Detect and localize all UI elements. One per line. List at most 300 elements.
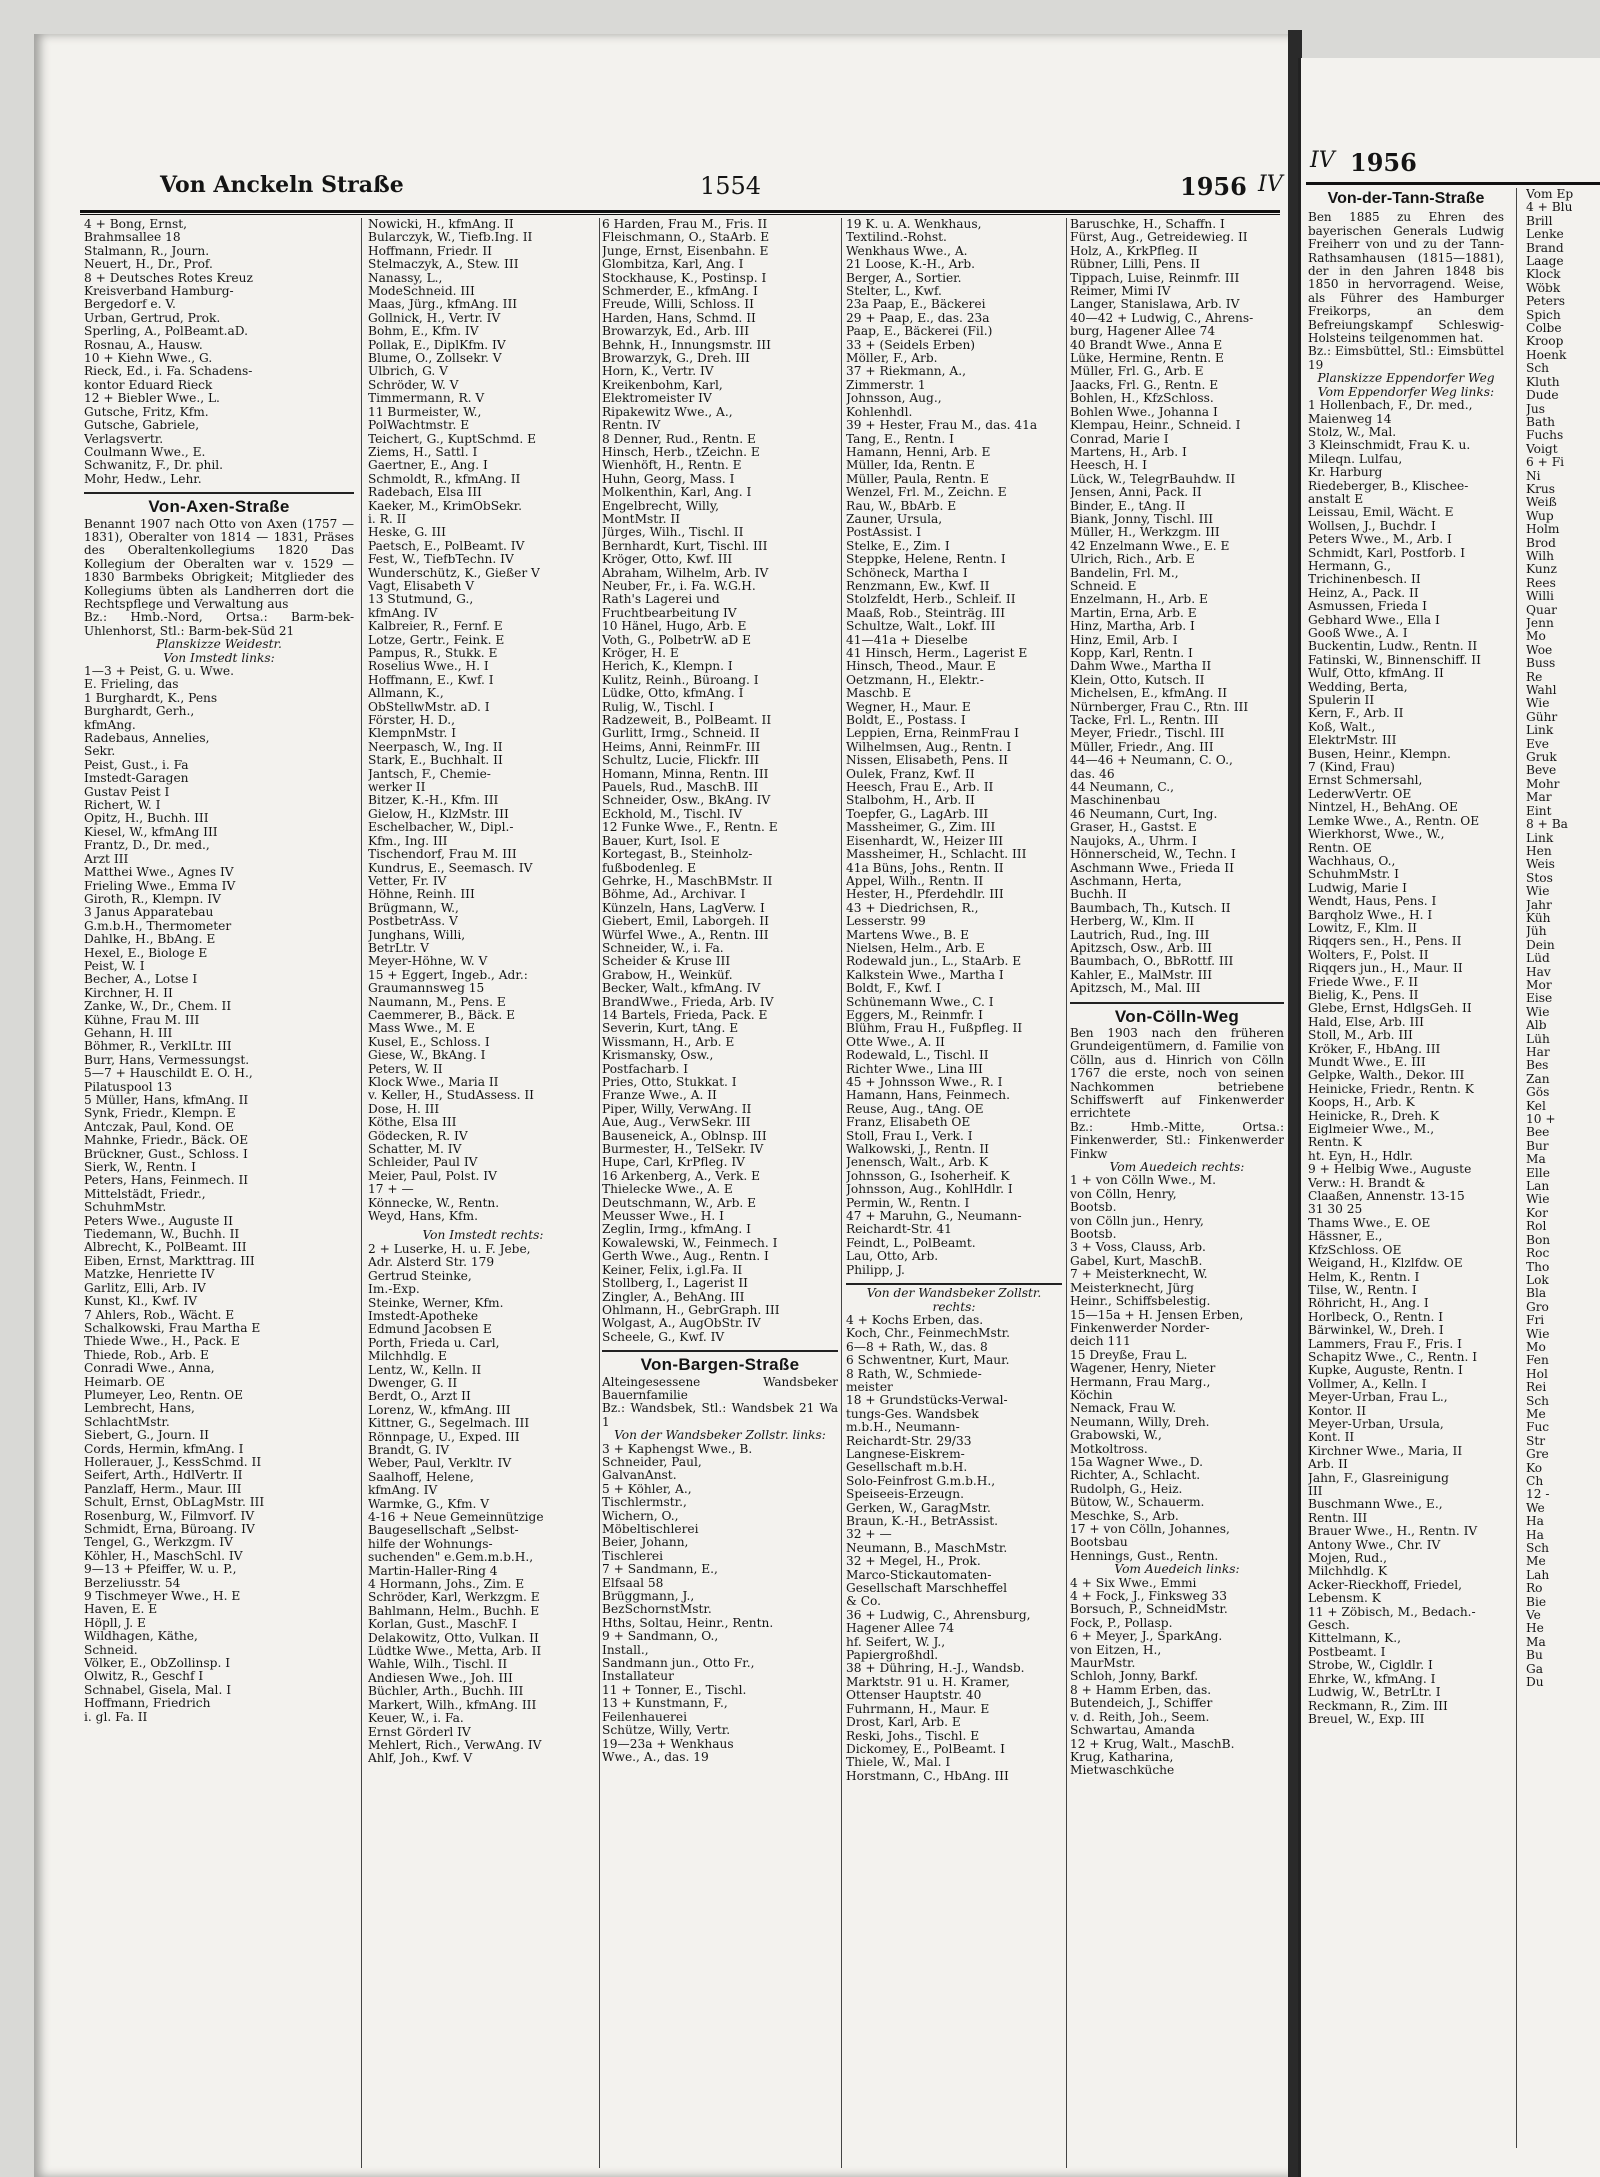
- directory-entry: Browarzyk, Ed., Arb. III: [602, 324, 750, 339]
- directory-entry: Küh: [1526, 910, 1551, 925]
- directory-entry: Bohlen Wwe., Johanna I: [1070, 404, 1218, 419]
- directory-entry: Schöneck, Martha I: [846, 565, 968, 580]
- directory-entry: Gre: [1526, 1447, 1549, 1462]
- entry-list: [602, 218, 838, 1344]
- directory-entry: 7 + Meisterknecht, W.: [1070, 1267, 1208, 1282]
- section-rule: [1070, 1002, 1284, 1004]
- directory-entry: Opitz, H., Buchh. III: [84, 811, 209, 826]
- direction-label: Von der Wandsbeker Zollstr. links:: [614, 1428, 826, 1443]
- header-roman: IV: [1258, 172, 1283, 197]
- directory-entry: 7 Ahlers, Rob., Wächt. E: [84, 1307, 235, 1322]
- directory-entry: Weiß: [1526, 495, 1557, 510]
- directory-entry: Ha: [1526, 1527, 1544, 1542]
- directory-entry: Wendt, Haus, Pens. I: [1308, 894, 1437, 909]
- directory-entry: Franz, Elisabeth OE: [846, 1115, 971, 1130]
- directory-entry: GalvanAnst.: [602, 1468, 677, 1483]
- directory-entry: Mittelstädt, Friedr.,: [84, 1186, 206, 1201]
- directory-entry: Ripakewitz Wwe., A.,: [602, 404, 733, 419]
- directory-entry: Rosenburg, W., Filmvorf. IV: [84, 1508, 255, 1523]
- directory-entry: Kfm., Ing. III: [368, 833, 448, 848]
- directory-entry: Butendeich, J., Schiffer: [1070, 1696, 1213, 1711]
- directory-entry: Str: [1526, 1433, 1546, 1448]
- directory-entry: Antony Wwe., Chr. IV: [1308, 1537, 1441, 1552]
- directory-entry: PostAssist. I: [846, 525, 922, 540]
- directory-entry: Hennings, Gust., Rentn.: [1070, 1548, 1219, 1563]
- right-header-rule: [1306, 182, 1600, 185]
- directory-entry: Gelpke, Walth., Dekor. III: [1308, 1068, 1465, 1083]
- directory-entry: 15—15a + H. Jensen Erben,: [1070, 1307, 1244, 1322]
- directory-entry: Lowitz, F., Klm. II: [1308, 920, 1417, 935]
- directory-entry: Peters, W. II: [368, 1061, 443, 1076]
- directory-entry: Bohm, E., Kfm. IV: [368, 324, 479, 339]
- directory-entry: Gesellschaft Marschheffel: [846, 1581, 1008, 1596]
- directory-entry: kontor Eduard Rieck: [84, 377, 213, 392]
- directory-entry: Gödecken, R. IV: [368, 1128, 468, 1143]
- directory-entry: Schneid.: [84, 1642, 138, 1657]
- directory-entry: Spich: [1526, 307, 1561, 322]
- directory-entry: Tiedemann, W., Buchh. II: [84, 1227, 240, 1242]
- direction-label: Vom Auedeich links:: [1114, 1562, 1240, 1577]
- directory-entry: Reckmann, R., Zim. III: [1308, 1698, 1448, 1713]
- directory-entry: Lok: [1526, 1272, 1549, 1287]
- right-page-content: [1298, 0, 1600, 2177]
- directory-entry: Nielsen, Helm., Arb. E: [846, 940, 985, 955]
- directory-entry: Steppke, Helene, Rentn. I: [846, 552, 1006, 567]
- directory-entry: 15a Wagner Wwe., D.: [1070, 1454, 1203, 1469]
- directory-entry: Wunderschütz, K., Gießer V: [368, 565, 540, 580]
- directory-entry: Roselius Wwe., H. I: [368, 659, 489, 674]
- directory-entry: Strobe, W., Cigldlr. I: [1308, 1658, 1433, 1673]
- directory-entry: Roc: [1526, 1246, 1550, 1261]
- directory-entry: Jenensch, Walt., Arb. K: [846, 1155, 989, 1170]
- directory-entry: 18 + Grundstücks-Verwal-: [846, 1393, 1008, 1408]
- directory-entry: Grabowski, W.,: [1070, 1428, 1162, 1443]
- directory-entry: Müller, Friedr., Ang. III: [1070, 739, 1214, 754]
- directory-entry: Möbeltischlerei: [602, 1522, 699, 1536]
- entry-list: [368, 1243, 598, 1766]
- directory-entry: Lüh: [1526, 1031, 1550, 1046]
- directory-entry: Ma: [1526, 1152, 1546, 1167]
- directory-entry: Eckhold, M., Tischl. IV: [602, 806, 743, 821]
- directory-entry: Höhne, Reinh. III: [368, 887, 475, 902]
- directory-entry: Radebach, Elsa III: [368, 485, 482, 500]
- column-5: [1070, 218, 1284, 1778]
- directory-entry: Hoenk: [1526, 347, 1567, 362]
- directory-entry: Busen, Heinr., Klempn.: [1308, 746, 1451, 761]
- directory-entry: Asmussen, Frieda I: [1308, 599, 1427, 614]
- directory-entry: Edmund Jacobsen E: [368, 1322, 492, 1337]
- directory-entry: Lentz, W., Kelln. II: [368, 1362, 482, 1377]
- directory-entry: Me: [1526, 1406, 1546, 1421]
- directory-entry: Krismansky, Osw.,: [602, 1048, 714, 1063]
- directory-entry: Stelke, E., Zim. I: [846, 538, 950, 553]
- directory-entry: 17 + —: [368, 1182, 414, 1197]
- directory-entry: Lemke Wwe., A., Rentn. OE: [1308, 813, 1480, 828]
- directory-entry: Leissau, Emil, Wächt. E: [1308, 505, 1454, 520]
- directory-entry: Schmoldt, R., kfmAng. II: [368, 471, 521, 486]
- directory-entry: Bes: [1526, 1058, 1549, 1073]
- directory-entry: Burghardt, Gerh.,: [84, 704, 195, 719]
- directory-entry: Giebert, Emil, Laborgeh. II: [602, 914, 769, 929]
- directory-entry: Rol: [1526, 1219, 1547, 1234]
- directory-entry: Heinr., Schiffsbelestig.: [1070, 1294, 1211, 1309]
- directory-entry: Bootsbau: [1070, 1535, 1128, 1550]
- directory-entry: 1—3 + Peist, G. u. Wwe.: [84, 664, 235, 678]
- directory-entry: Engelbrecht, Willy,: [602, 498, 719, 513]
- directory-entry: Lesserstr. 99: [846, 914, 926, 929]
- directory-entry: Nintzel, H., BehAng. OE: [1308, 800, 1458, 815]
- directory-entry: Hen: [1526, 843, 1552, 858]
- directory-entry: Schultz, Lucie, Flickfr. III: [602, 753, 760, 768]
- directory-entry: Mohr, Hedw., Lehr.: [84, 471, 202, 486]
- directory-entry: Link: [1526, 830, 1554, 845]
- directory-entry: 40—42 + Ludwig, C., Ahrens-: [1070, 310, 1254, 325]
- directory-entry: Schneider, Paul,: [602, 1454, 702, 1469]
- directory-entry: Fleischmann, O., StaArb. E: [602, 230, 770, 245]
- directory-entry: Glebe, Ernst, HdlgsGeh. II: [1308, 1001, 1472, 1016]
- directory-entry: 8 + Hamm Erben, das.: [1070, 1682, 1212, 1697]
- directory-entry: Martens, H., Arb. I: [1070, 444, 1187, 459]
- directory-entry: Gehrke, H., MaschBMstr. II: [602, 873, 773, 888]
- directory-entry: Maschb. E: [846, 686, 912, 701]
- directory-entry: Heinz, A., Pack. II: [1308, 585, 1419, 600]
- directory-entry: Holm: [1526, 522, 1560, 537]
- directory-entry: Müller, Ida, Rentn. E: [846, 458, 975, 473]
- directory-entry: Lorenz, W., kfmAng. III: [368, 1402, 511, 1417]
- directory-entry: Stalbohm, H., Arb. II: [846, 793, 975, 808]
- directory-entry: 14 Bartels, Frieda, Pack. E: [602, 1007, 768, 1022]
- directory-entry: tungs-Ges. Wandsbek: [846, 1406, 979, 1421]
- directory-entry: Eiben, Ernst, Markttrag. III: [84, 1253, 255, 1268]
- directory-entry: Kahler, E., MalMstr. III: [1070, 967, 1213, 982]
- directory-entry: Brückner, Gust., Schloss. I: [84, 1146, 248, 1161]
- column-divider: [1066, 218, 1067, 2168]
- entry-list: [1526, 188, 1600, 1690]
- directory-entry: Künzeln, Hans, LagVerw. I: [602, 900, 765, 915]
- directory-entry: BezSchornstMstr.: [602, 1602, 712, 1617]
- directory-entry: Thielecke Wwe., A. E: [602, 1182, 733, 1197]
- directory-entry: Claaßen, Annenstr. 13-15: [1308, 1189, 1465, 1204]
- directory-entry: Browarzyk, G., Dreh. III: [602, 351, 750, 366]
- directory-entry: Naumann, M., Pens. E: [368, 994, 506, 1009]
- directory-entry: Lan: [1526, 1179, 1550, 1194]
- directory-entry: Kiesel, W., kfmAng III: [84, 824, 218, 839]
- directory-entry: Nowicki, H., kfmAng. II: [368, 218, 514, 231]
- directory-entry: Koops, H., Arb. K: [1308, 1095, 1415, 1110]
- directory-entry: Behnk, H., Innungsmstr. III: [602, 337, 771, 352]
- directory-entry: Kröger, H. E: [602, 646, 679, 660]
- directory-entry: Langnese-Eiskrem-: [846, 1446, 965, 1461]
- directory-entry: Lah: [1526, 1567, 1550, 1582]
- header-rule: [80, 210, 1280, 213]
- directory-entry: Wulf, Otto, kfmAng. II: [1308, 666, 1444, 681]
- directory-entry: Fen: [1526, 1353, 1549, 1368]
- directory-entry: Wagener, Henry, Nieter: [1070, 1361, 1216, 1376]
- directory-entry: Ernst Görderl IV: [368, 1724, 471, 1739]
- directory-entry: Gurlitt, Irmg., Schneid. II: [602, 726, 760, 741]
- directory-entry: Apitzsch, M., Mal. III: [1070, 981, 1201, 996]
- directory-entry: 15 + Eggert, Ingeb., Adr.:: [368, 967, 528, 982]
- directory-entry: Wie: [1526, 1004, 1550, 1019]
- directory-entry: Burr, Hans, Vermessungst.: [84, 1052, 250, 1067]
- header-rule-thin: [80, 214, 1280, 215]
- directory-entry: Adr. Alsterd Str. 179: [368, 1255, 495, 1270]
- column-divider: [599, 218, 600, 2168]
- entry-list: [1308, 192, 1504, 1726]
- directory-entry: Motkoltross.: [1070, 1441, 1148, 1456]
- directory-entry: Langer, Stanislawa, Arb. IV: [1070, 297, 1240, 312]
- directory-entry: 36 + Ludwig, C., Ahrensburg,: [846, 1607, 1031, 1622]
- directory-entry: Gühr: [1526, 709, 1558, 724]
- directory-entry: Paetsch, E., PolBeamt. IV: [368, 538, 525, 553]
- directory-entry: 16 Arkenberg, A., Verk. E: [602, 1168, 761, 1183]
- directory-entry: 6 Harden, Frau M., Fris. II: [602, 218, 768, 231]
- directory-entry: Meyer, Friedr., Tischl. III: [1070, 726, 1225, 741]
- directory-entry: Fuhrmann, H., Maur. E: [846, 1701, 990, 1716]
- directory-entry: Willi: [1526, 589, 1554, 604]
- directory-entry: Gabel, Kurt, MaschB.: [1070, 1253, 1203, 1268]
- directory-entry: Thams Wwe., E. OE: [1308, 1215, 1431, 1230]
- directory-entry: Spulerin II: [1308, 693, 1375, 708]
- directory-entry: 9 Tischmeyer Wwe., H. E: [84, 1589, 241, 1604]
- directory-entry: Bandelin, Frl. M.,: [1070, 565, 1179, 580]
- directory-entry: Bütow, W., Schauerm.: [1070, 1495, 1205, 1510]
- directory-entry: Schatter, M. IV: [368, 1142, 462, 1157]
- directory-entry: i. gl. Fa. II: [84, 1709, 148, 1724]
- directory-entry: Blume, O., Zollsekr. V: [368, 351, 502, 366]
- section-rule: [84, 492, 354, 494]
- entry-list: [1070, 1577, 1284, 1778]
- directory-entry: Zeglin, Irmg., kfmAng. I: [602, 1222, 751, 1237]
- directory-entry: Peters, Hans, Feinmech. II: [84, 1173, 249, 1188]
- directory-entry: Bur: [1526, 1138, 1549, 1153]
- directory-entry: Installateur: [602, 1669, 674, 1684]
- directory-entry: 7 (Kind, Frau): [1308, 760, 1395, 775]
- directory-entry: Pries, Otto, Stukkat. I: [602, 1075, 737, 1089]
- directory-entry: Horstmann, C., HbAng. III: [846, 1768, 1009, 1783]
- directory-entry: 3 + Voss, Clauss, Arb.: [1070, 1240, 1206, 1255]
- directory-entry: 41a Büns, Johs., Rentn. II: [846, 860, 1004, 875]
- directory-entry: KlempnMstr. I: [368, 726, 457, 741]
- directory-entry: Wissmann, H., Arb. E: [602, 1034, 735, 1049]
- directory-entry: Peters Wwe., M., Arb. I: [1308, 532, 1452, 547]
- directory-entry: Sch: [1526, 361, 1550, 376]
- directory-entry: Gös: [1526, 1085, 1550, 1100]
- directory-entry: Wilh: [1526, 548, 1554, 563]
- directory-entry: 29 + Paap, E., das. 23a: [846, 310, 990, 325]
- directory-entry: Elle: [1526, 1165, 1550, 1180]
- directory-entry: Böhme, Ad., Archivar. I: [602, 887, 746, 902]
- directory-entry: Meschke, S., Arb.: [1070, 1508, 1179, 1523]
- directory-entry: Schwanitz, F., Dr. phil.: [84, 458, 224, 473]
- directory-entry: Wwe., A., das. 19: [602, 1749, 709, 1764]
- directory-entry: Panzlaff, Herm., Maur. III: [84, 1481, 242, 1496]
- directory-entry: Tengel, G., Werkzgm. IV: [84, 1535, 233, 1550]
- directory-entry: Lüke, Hermine, Rentn. E: [1070, 351, 1224, 366]
- directory-entry: Ulrich, Rich., Arb. E: [1070, 552, 1195, 567]
- directory-entry: Verlagsvertr.: [84, 431, 164, 446]
- directory-entry: Stoll, Frau I., Verk. I: [846, 1128, 973, 1143]
- directory-entry: MaurMstr.: [1070, 1656, 1136, 1671]
- directory-entry: Richter, A., Schlacht.: [1070, 1468, 1201, 1483]
- directory-entry: Marktstr. 91 u. H. Kramer,: [846, 1674, 1010, 1689]
- directory-entry: Freude, Willi, Schloss. II: [602, 297, 754, 312]
- directory-entry: Buschmann Wwe., E.,: [1308, 1497, 1443, 1512]
- directory-entry: Boldt, F., Kwf. I: [846, 981, 941, 996]
- directory-entry: Voigt: [1526, 441, 1558, 456]
- directory-entry: Quar: [1526, 602, 1557, 617]
- column-divider: [1516, 188, 1517, 2148]
- directory-entry: Hinz, Martha, Arb. I: [1070, 619, 1195, 634]
- directory-entry: Holz, A., KrkPfleg. II: [1070, 243, 1198, 258]
- directory-entry: Giese, W., BkAng. I: [368, 1048, 486, 1063]
- directory-entry: Schult, Ernst, ObLagMstr. III: [84, 1495, 265, 1510]
- directory-entry: Zan: [1526, 1071, 1550, 1086]
- directory-entry: 38 + Dühring, H.-J., Wandsb.: [846, 1661, 1025, 1676]
- directory-entry: Philipp, J.: [846, 1262, 905, 1277]
- directory-entry: Kittelmann, K.,: [1308, 1631, 1402, 1646]
- directory-entry: Heske, G. III: [368, 525, 446, 540]
- directory-entry: suchenden" e.Gem.m.b.H.,: [368, 1550, 534, 1565]
- district-info: Bz.: Eimsbüttel, Stl.: Eimsbüttel 19: [1308, 344, 1504, 372]
- directory-entry: 7 + Sandmann, E.,: [602, 1562, 718, 1577]
- directory-entry: Michelsen, E., kfmAng. II: [1070, 686, 1228, 701]
- directory-entry: Du: [1526, 1675, 1544, 1690]
- directory-entry: fußbodenleg. E: [602, 860, 697, 875]
- directory-entry: Hoffmann, Friedrich: [84, 1696, 211, 1711]
- directory-entry: 8 Rath, W., Schmiede-: [846, 1366, 982, 1381]
- directory-entry: Wegner, H., Maur. E: [846, 699, 971, 714]
- directory-entry: Weigand, H., Klzlfdw. OE: [1308, 1256, 1463, 1271]
- directory-entry: Herich, K., Klempn. I: [602, 659, 733, 674]
- directory-entry: Feilenhauerei: [602, 1709, 687, 1724]
- directory-entry: Thiede Wwe., H., Pack. E: [84, 1334, 240, 1349]
- directory-entry: Mass Wwe., M. E: [368, 1021, 476, 1036]
- directory-entry: Wöbk: [1526, 280, 1561, 295]
- directory-entry: Siebert, G., Journ. II: [84, 1428, 209, 1443]
- directory-entry: Johnsson, Aug.,: [846, 391, 942, 406]
- directory-entry: Ma: [1526, 1634, 1546, 1649]
- column-divider: [361, 218, 362, 2168]
- directory-entry: Fri: [1526, 1313, 1545, 1328]
- directory-entry: i. R. II: [368, 511, 407, 526]
- directory-entry: 44 Neumann, C.,: [1070, 780, 1175, 795]
- directory-entry: Becker, Walt., kfmAng. IV: [602, 981, 761, 996]
- directory-entry: Riedeberger, B., Klischee-: [1308, 478, 1469, 493]
- directory-entry: Install.,: [602, 1642, 649, 1657]
- directory-entry: Har: [1526, 1045, 1550, 1059]
- directory-entry: Wie: [1526, 1192, 1550, 1207]
- entry-list: [846, 1314, 1062, 1783]
- directory-entry: Brandt, G. IV: [368, 1442, 450, 1457]
- directory-entry: Hinsch, Herb., tZeichn. E: [602, 444, 760, 459]
- directory-entry: Voth, G., PolbetrW. aD E: [602, 632, 752, 647]
- directory-entry: von Cölln, Henry,: [1070, 1186, 1177, 1201]
- directory-entry: Pampus, R., Stukk. E: [368, 646, 498, 660]
- directory-entry: Kontor. II: [1308, 1403, 1367, 1418]
- directory-entry: Wenzel, Frl. M., Zeichn. E: [846, 485, 1007, 500]
- directory-entry: Gustav Peist I: [84, 784, 170, 799]
- directory-entry: Zanke, W., Dr., Chem. II: [84, 999, 232, 1014]
- directory-entry: Bon: [1526, 1232, 1551, 1247]
- directory-entry: III: [1308, 1484, 1323, 1498]
- directory-entry: hf. Seifert, W. J.,: [846, 1634, 946, 1649]
- directory-entry: Appel, Wilh., Rentn. II: [846, 873, 984, 888]
- directory-entry: Verw.: H. Brandt &: [1308, 1175, 1426, 1190]
- directory-entry: Sch: [1526, 1393, 1550, 1408]
- directory-entry: 41 Hinsch, Herm., Lagerist E: [846, 646, 1028, 660]
- entry-list: [846, 218, 1062, 1277]
- directory-entry: Jantsch, F., Chemie-: [368, 766, 491, 781]
- directory-entry: Gerth Wwe., Aug., Rentn. I: [602, 1249, 769, 1264]
- directory-entry: Antczak, Paul, Kond. OE: [84, 1119, 235, 1134]
- directory-entry: Barqholz Wwe., H. I: [1308, 907, 1433, 922]
- directory-entry: 6 + Fi: [1526, 455, 1565, 470]
- directory-entry: Tang, E., Rentn. I: [846, 431, 954, 446]
- directory-entry: Speiseeis-Erzeugn.: [846, 1487, 964, 1502]
- street-heading: Von-Cölln-Weg: [1114, 1006, 1240, 1026]
- directory-entry: Seifert, Arth., HdlVertr. II: [84, 1468, 243, 1483]
- directory-entry: Rodewald, L., Tischl. II: [846, 1048, 989, 1063]
- directory-entry: 13 Stutmund, G.,: [368, 592, 474, 607]
- directory-entry: Meusser Wwe., H. I: [602, 1209, 724, 1224]
- directory-entry: Schnabel, Gisela, Mal. I: [84, 1682, 232, 1697]
- directory-entry: 3 + Kaphengst Wwe., B.: [602, 1441, 753, 1456]
- directory-entry: Herberg, W., Klm. II: [1070, 914, 1195, 929]
- directory-entry: Toepfer, G., LagArb. III: [846, 806, 989, 821]
- directory-entry: Hester, H., Pferdehdlr. III: [846, 887, 1004, 902]
- directory-entry: 45 + Johnsson Wwe., R. I: [846, 1075, 1003, 1089]
- directory-entry: Bootsb.: [1070, 1200, 1117, 1215]
- directory-entry: Lautrich, Rud., Ing. III: [1070, 927, 1210, 942]
- directory-entry: Klempau, Heinr., Schneid. I: [1070, 418, 1241, 433]
- directory-entry: Stelmaczyk, A., Stew. III: [368, 257, 519, 272]
- entry-list: [1070, 1174, 1284, 1563]
- directory-entry: burg, Hagener Allee 74: [1070, 324, 1216, 339]
- directory-entry: SchlachtMstr.: [84, 1414, 170, 1429]
- directory-entry: Koß, Walt.,: [1308, 719, 1376, 734]
- directory-entry: Gro: [1526, 1299, 1549, 1314]
- directory-entry: Drost, Karl, Arb. E: [846, 1715, 961, 1730]
- directory-entry: Kern, F., Arb. II: [1308, 706, 1404, 721]
- directory-entry: Zimmerstr. 1: [846, 377, 926, 392]
- directory-entry: Dahm Wwe., Martha II: [1070, 659, 1212, 674]
- directory-entry: Brod: [1526, 535, 1556, 550]
- directory-entry: Saalhoff, Helene,: [368, 1469, 474, 1484]
- directory-entry: Sperling, A., PolBeamt.aD.: [84, 324, 248, 339]
- directory-entry: Abraham, Wilhelm, Arb. IV: [602, 565, 769, 580]
- directory-entry: Solo-Feinfrost G.m.b.H.,: [846, 1473, 996, 1488]
- directory-entry: Rei: [1526, 1380, 1547, 1395]
- directory-entry: Bee: [1526, 1125, 1550, 1140]
- directory-entry: Richter Wwe., Lina III: [846, 1061, 983, 1076]
- directory-entry: Sandmann jun., Otto Fr.,: [602, 1656, 755, 1671]
- directory-entry: Mietwaschküche: [1070, 1763, 1175, 1778]
- directory-entry: Ehrke, W., kfmAng. I: [1308, 1671, 1436, 1686]
- directory-entry: Wahl: [1526, 683, 1557, 698]
- column-2: [368, 218, 598, 1766]
- directory-entry: Conradi Wwe., Anna,: [84, 1361, 215, 1376]
- directory-entry: 3 Kleinschmidt, Frau K. u.: [1308, 438, 1471, 453]
- directory-entry: Cords, Hermin, kfmAng. I: [84, 1441, 244, 1456]
- directory-entry: Lück, W., TelegrBauhdw. II: [1070, 471, 1236, 486]
- directory-entry: Böhmer, R., VerklLtr. III: [84, 1039, 232, 1054]
- directory-entry: Fest, W., TiefbTechn. IV: [368, 552, 514, 567]
- directory-entry: 2 + Luserke, H. u. F. Jebe,: [368, 1241, 531, 1256]
- directory-entry: Reichardt-Str. 29/33: [846, 1433, 972, 1448]
- directory-entry: Becher, A., Lotse I: [84, 972, 198, 987]
- directory-entry: Neuert, H., Dr., Prof.: [84, 257, 213, 272]
